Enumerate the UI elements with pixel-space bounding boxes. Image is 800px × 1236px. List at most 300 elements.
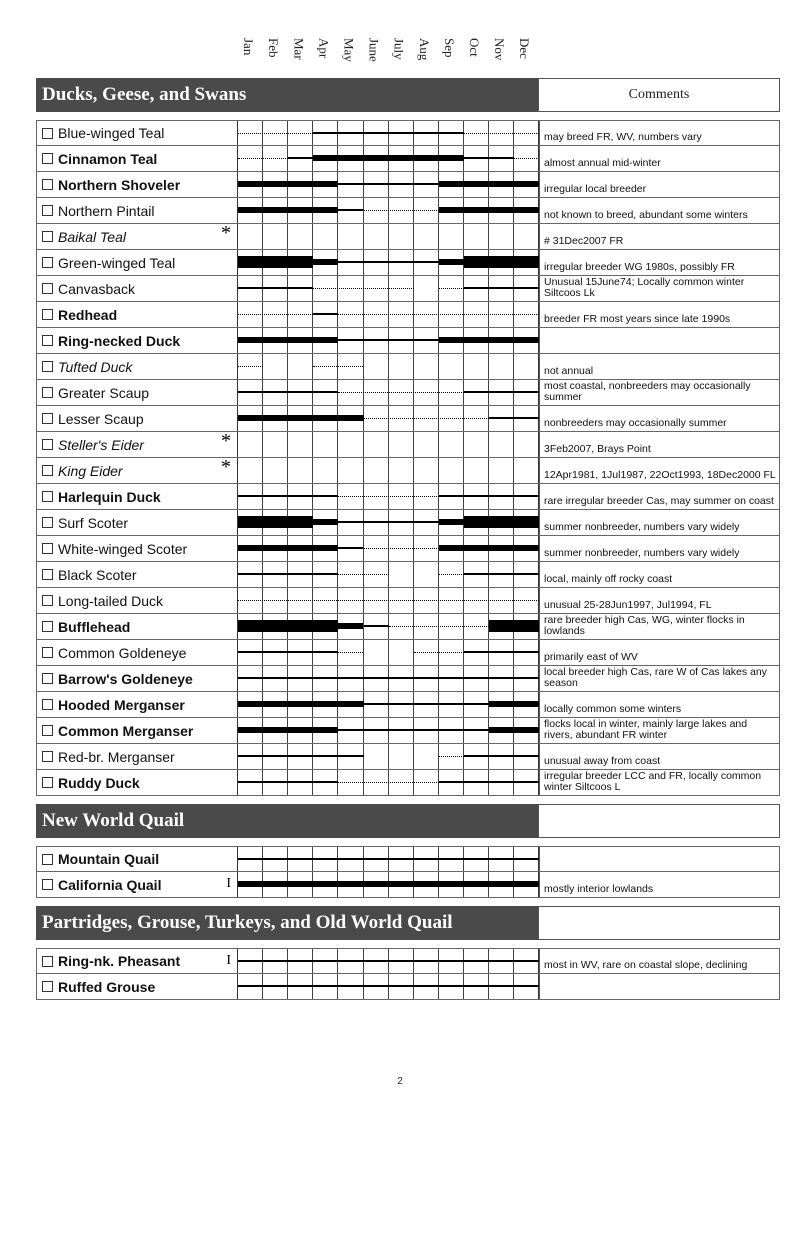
species-comment: irregular local breeder (539, 172, 781, 197)
month-header (0, 0, 800, 80)
month-gridline (262, 432, 263, 457)
month-label-july: July (391, 38, 407, 60)
section-header-comments-cell (538, 906, 780, 940)
month-gridline (463, 432, 464, 457)
species-name-cell (37, 328, 237, 353)
abundance-bar (238, 960, 539, 962)
species-name: Redhead (58, 306, 118, 323)
month-gridline (312, 224, 313, 249)
species-checkbox[interactable] (42, 413, 53, 424)
species-comment: # 31Dec2007 FR (539, 224, 781, 249)
species-name-cell (37, 614, 237, 639)
species-row (36, 276, 780, 302)
species-name: Bufflehead (58, 618, 131, 635)
month-gridline (463, 354, 464, 379)
abundance-grid (237, 458, 539, 483)
abundance-bar (464, 755, 539, 757)
species-name-cell (37, 562, 237, 587)
abundance-bar (238, 881, 539, 887)
abundance-grid (237, 949, 539, 973)
abundance-grid (237, 328, 539, 353)
species-checkbox[interactable] (42, 179, 53, 190)
month-label-jan: Jan (241, 38, 257, 56)
month-gridline (438, 458, 439, 483)
species-comment: primarily east of WV (539, 640, 781, 665)
abundance-grid (237, 172, 539, 197)
species-checkbox[interactable] (42, 777, 53, 788)
abundance-bar (238, 781, 338, 783)
abundance-bar (464, 516, 539, 528)
month-gridline (413, 562, 414, 587)
species-name-cell (37, 666, 237, 691)
abundance-bar (489, 727, 539, 733)
species-comment: irregular breeder LCC and FR, locally common winter Siltcoos L (539, 770, 781, 795)
species-name-cell (37, 588, 237, 613)
species-comment: 3Feb2007, Brays Point (539, 432, 781, 457)
section-title: Partridges, Grouse, Turkeys, and Old World Quail (36, 906, 538, 940)
species-checkbox[interactable] (42, 981, 53, 992)
month-gridline (363, 224, 364, 249)
species-comment: Unusual 15June74; Locally common winter Siltcoos Lk (539, 276, 781, 301)
abundance-grid (237, 614, 539, 639)
species-name: California Quail (58, 876, 162, 893)
abundance-bar (238, 314, 313, 315)
species-name-cell (37, 250, 237, 275)
month-gridline (488, 432, 489, 457)
species-row (36, 406, 780, 432)
species-comment (539, 328, 781, 353)
rarity-asterisk: * (221, 222, 231, 244)
abundance-bar (439, 519, 464, 525)
abundance-bar (338, 209, 363, 211)
month-gridline (363, 458, 364, 483)
abundance-bar (238, 620, 338, 632)
species-checkbox[interactable] (42, 231, 53, 242)
species-row (36, 224, 780, 250)
abundance-bar (364, 210, 439, 211)
month-gridline (513, 354, 514, 379)
species-name: Baikal Teal (58, 228, 126, 245)
species-row (36, 250, 780, 276)
species-comment: almost annual mid-winter (539, 146, 781, 171)
month-label-feb: Feb (266, 38, 282, 58)
species-name: Mountain Quail (58, 851, 160, 867)
month-gridline (262, 224, 263, 249)
species-row (36, 172, 780, 198)
abundance-bar (489, 701, 539, 707)
abundance-bar (464, 287, 539, 289)
species-comment: unusual away from coast (539, 744, 781, 769)
species-name: King Eider (58, 462, 123, 479)
abundance-bar (238, 366, 263, 367)
species-name: Tufted Duck (58, 358, 133, 375)
abundance-bar (464, 157, 514, 159)
abundance-bar (338, 521, 438, 523)
species-name: White-winged Scoter (58, 540, 188, 557)
species-checkbox[interactable] (42, 751, 53, 762)
rarity-asterisk: * (221, 456, 231, 478)
abundance-bar (464, 391, 539, 393)
species-name: Ruffed Grouse (58, 978, 156, 995)
abundance-bar (238, 985, 539, 987)
species-name: Surf Scoter (58, 514, 129, 531)
species-row (36, 948, 780, 974)
species-checkbox[interactable] (42, 647, 53, 658)
species-name-cell (37, 432, 237, 457)
section-header-comments-cell (538, 78, 780, 112)
abundance-grid (237, 302, 539, 327)
species-name-cell (37, 302, 237, 327)
month-gridline (438, 224, 439, 249)
month-gridline (488, 458, 489, 483)
abundance-grid (237, 666, 539, 691)
abundance-bar (464, 256, 539, 268)
species-row (36, 692, 780, 718)
species-checkbox[interactable] (42, 257, 53, 268)
month-gridline (413, 224, 414, 249)
species-name-cell (37, 847, 237, 871)
month-gridline (388, 640, 389, 665)
abundance-bar (338, 623, 363, 629)
month-gridline (287, 432, 288, 457)
abundance-bar (238, 256, 313, 268)
species-comment: rare breeder high Cas, WG, winter flocks in lowlands (539, 614, 781, 639)
species-row (36, 536, 780, 562)
species-name-cell (37, 146, 237, 171)
species-comment: mostly interior lowlands (539, 872, 781, 897)
abundance-bar (364, 418, 490, 419)
abundance-grid (237, 224, 539, 249)
introduced-mark: I (226, 953, 231, 968)
abundance-bar (364, 625, 389, 627)
species-row (36, 380, 780, 406)
abundance-bar (364, 703, 490, 705)
abundance-bar (439, 181, 539, 187)
species-name-cell (37, 510, 237, 535)
month-gridline (513, 458, 514, 483)
species-name: Ring-necked Duck (58, 332, 181, 349)
abundance-bar (238, 516, 313, 528)
species-row (36, 302, 780, 328)
species-row (36, 770, 780, 796)
month-gridline (463, 458, 464, 483)
abundance-bar (338, 392, 464, 393)
species-name-cell (37, 198, 237, 223)
abundance-bar (238, 573, 338, 575)
abundance-grid (237, 432, 539, 457)
month-gridline (488, 224, 489, 249)
species-row (36, 146, 780, 172)
abundance-grid (237, 718, 539, 743)
month-gridline (413, 432, 414, 457)
species-comment: local, mainly off rocky coast (539, 562, 781, 587)
month-gridline (337, 224, 338, 249)
month-gridline (513, 432, 514, 457)
species-name: Barrow's Goldeneye (58, 670, 193, 687)
introduced-mark: I (226, 876, 231, 891)
species-comment: summer nonbreeder, numbers vary widely (539, 510, 781, 535)
month-gridline (413, 744, 414, 769)
abundance-grid (237, 640, 539, 665)
species-name: Red-br. Merganser (58, 748, 175, 765)
species-name: Ring-nk. Pheasant (58, 953, 181, 969)
month-label-may: May (341, 38, 357, 62)
abundance-bar (313, 313, 338, 315)
month-gridline (488, 354, 489, 379)
abundance-grid (237, 744, 539, 769)
abundance-bar (439, 756, 464, 757)
abundance-bar (338, 652, 363, 653)
species-row (36, 510, 780, 536)
species-comment: most coastal, nonbreeders may occasionally summer (539, 380, 781, 405)
species-name-cell (37, 172, 237, 197)
abundance-bar (338, 261, 438, 263)
species-comment: rare irregular breeder Cas, may summer on coast (539, 484, 781, 509)
species-comment: most in WV, rare on coastal slope, declining (539, 949, 781, 973)
species-name: Lesser Scaup (58, 410, 144, 427)
abundance-bar (338, 574, 388, 575)
abundance-bar (439, 495, 539, 497)
month-label-aug: Aug (416, 38, 432, 61)
abundance-bar (364, 548, 439, 549)
species-name-cell (37, 536, 237, 561)
species-row (36, 354, 780, 380)
abundance-grid (237, 354, 539, 379)
species-comment: not annual (539, 354, 781, 379)
abundance-bar (238, 391, 338, 393)
species-name: Steller's Eider (58, 436, 144, 453)
species-comment: unusual 25-28Jun1997, Jul1994, FL (539, 588, 781, 613)
abundance-bar (238, 181, 338, 187)
section-title: Ducks, Geese, and Swans (36, 78, 538, 112)
month-gridline (513, 224, 514, 249)
species-checkbox[interactable] (42, 361, 53, 372)
abundance-bar (313, 155, 464, 161)
species-comment: summer nonbreeder, numbers vary widely (539, 536, 781, 561)
month-label-apr: Apr (316, 38, 332, 59)
species-row (36, 588, 780, 614)
species-row (36, 744, 780, 770)
abundance-bar (514, 158, 539, 159)
species-row (36, 458, 780, 484)
month-gridline (337, 458, 338, 483)
species-name-cell (37, 974, 237, 999)
species-comment: nonbreeders may occasionally summer (539, 406, 781, 431)
species-name: Harlequin Duck (58, 488, 161, 505)
abundance-bar (489, 417, 539, 419)
species-checkbox[interactable] (42, 283, 53, 294)
species-checkbox[interactable] (42, 205, 53, 216)
abundance-bar (389, 626, 489, 627)
species-name: Black Scoter (58, 566, 137, 583)
species-row (36, 432, 780, 458)
month-gridline (312, 432, 313, 457)
species-comment (539, 847, 781, 871)
month-gridline (388, 354, 389, 379)
month-gridline (337, 432, 338, 457)
abundance-bar (439, 574, 464, 575)
section-header (36, 804, 780, 838)
species-name-cell (37, 121, 237, 145)
month-label-nov: Nov (492, 38, 508, 61)
species-checkbox[interactable] (42, 595, 53, 606)
abundance-bar (338, 547, 363, 549)
abundance-bar (238, 337, 338, 343)
species-name-cell (37, 354, 237, 379)
abundance-bar (313, 288, 413, 289)
species-name: Northern Shoveler (58, 176, 181, 193)
month-gridline (388, 432, 389, 457)
species-checkbox[interactable] (42, 725, 53, 736)
species-checkbox[interactable] (42, 387, 53, 398)
abundance-grid (237, 974, 539, 999)
abundance-grid (237, 562, 539, 587)
abundance-grid (237, 198, 539, 223)
species-name: Greater Scaup (58, 384, 150, 401)
abundance-bar (238, 545, 338, 551)
abundance-grid (237, 847, 539, 871)
abundance-bar (313, 519, 338, 525)
month-label-sep: Sep (441, 38, 457, 58)
species-checkbox[interactable] (42, 854, 53, 865)
abundance-bar (238, 858, 539, 860)
species-name: Cinnamon Teal (58, 150, 158, 167)
abundance-bar (439, 781, 539, 783)
month-gridline (388, 458, 389, 483)
abundance-bar (338, 314, 539, 315)
species-row (36, 120, 780, 146)
species-comment: not known to breed, abundant some winters (539, 198, 781, 223)
species-row (36, 562, 780, 588)
species-comment: flocks local in winter, mainly large lakes and rivers, abundant FR winter (539, 718, 781, 743)
abundance-grid (237, 588, 539, 613)
month-gridline (312, 458, 313, 483)
species-comment: irregular breeder WG 1980s, possibly FR (539, 250, 781, 275)
abundance-bar (439, 337, 539, 343)
abundance-grid (237, 692, 539, 717)
month-gridline (413, 354, 414, 379)
rarity-asterisk: * (221, 430, 231, 452)
species-name-cell (37, 380, 237, 405)
species-comment (539, 974, 781, 999)
species-row (36, 846, 780, 872)
month-label-mar: Mar (291, 38, 307, 60)
species-checkbox[interactable] (42, 465, 53, 476)
species-checkbox[interactable] (42, 621, 53, 632)
species-name-cell (37, 744, 237, 769)
species-name-cell (37, 718, 237, 743)
month-label-dec: Dec (517, 38, 533, 59)
species-name: Long-tailed Duck (58, 592, 164, 609)
abundance-bar (288, 157, 313, 159)
species-name-cell (37, 276, 237, 301)
species-name-cell (37, 692, 237, 717)
abundance-grid (237, 406, 539, 431)
abundance-bar (238, 651, 338, 653)
species-checkbox[interactable] (42, 335, 53, 346)
species-checkbox[interactable] (42, 673, 53, 684)
species-name: Ruddy Duck (58, 774, 140, 791)
abundance-grid (237, 484, 539, 509)
page-number: 2 (397, 1076, 403, 1087)
species-checkbox[interactable] (42, 439, 53, 450)
month-label-june: June (366, 38, 382, 62)
abundance-grid (237, 872, 539, 897)
species-checkbox[interactable] (42, 517, 53, 528)
month-gridline (438, 432, 439, 457)
month-gridline (388, 224, 389, 249)
species-checkbox[interactable] (42, 153, 53, 164)
abundance-bar (338, 729, 489, 731)
species-name: Hooded Merganser (58, 696, 185, 713)
month-gridline (413, 458, 414, 483)
month-gridline (287, 354, 288, 379)
month-label-oct: Oct (466, 38, 482, 57)
abundance-bar (238, 600, 539, 601)
abundance-bar (238, 677, 539, 679)
species-checkbox[interactable] (42, 699, 53, 710)
species-name-cell (37, 224, 237, 249)
section-header-comments-cell (538, 804, 780, 838)
species-checkbox[interactable] (42, 491, 53, 502)
species-row (36, 198, 780, 224)
abundance-bar (313, 259, 338, 265)
species-name-cell (37, 640, 237, 665)
species-row (36, 328, 780, 354)
abundance-bar (439, 259, 464, 265)
abundance-bar (238, 207, 338, 213)
species-name-cell (37, 484, 237, 509)
abundance-bar (489, 620, 539, 632)
species-checkbox[interactable] (42, 128, 53, 139)
month-gridline (287, 458, 288, 483)
abundance-bar (464, 573, 539, 575)
species-checkbox[interactable] (42, 309, 53, 320)
abundance-bar (238, 287, 313, 289)
species-name-cell (37, 458, 237, 483)
species-name-cell (37, 770, 237, 795)
abundance-bar (238, 727, 338, 733)
species-name: Canvasback (58, 280, 136, 297)
abundance-bar (464, 651, 539, 653)
species-name: Common Goldeneye (58, 644, 187, 661)
abundance-bar (414, 652, 464, 653)
species-row (36, 718, 780, 744)
abundance-bar (238, 495, 338, 497)
species-checkbox[interactable] (42, 879, 53, 890)
month-gridline (287, 224, 288, 249)
species-comment: 12Apr1981, 1Jul1987, 22Oct1993, 18Dec2000 FL (539, 458, 781, 483)
month-gridline (463, 224, 464, 249)
species-row (36, 640, 780, 666)
abundance-grid (237, 276, 539, 301)
abundance-bar (439, 545, 539, 551)
species-comment: breeder FR most years since late 1990s (539, 302, 781, 327)
species-checkbox[interactable] (42, 543, 53, 554)
section-title: New World Quail (36, 804, 538, 838)
species-name: Green-winged Teal (58, 254, 176, 271)
species-checkbox[interactable] (42, 569, 53, 580)
abundance-bar (439, 207, 539, 213)
species-row (36, 614, 780, 640)
species-checkbox[interactable] (42, 956, 53, 967)
species-name: Common Merganser (58, 722, 194, 739)
abundance-bar (238, 755, 364, 757)
abundance-grid (237, 380, 539, 405)
species-comment: local breeder high Cas, rare W of Cas lakes any season (539, 666, 781, 691)
species-name: Northern Pintail (58, 202, 155, 219)
species-row (36, 484, 780, 510)
